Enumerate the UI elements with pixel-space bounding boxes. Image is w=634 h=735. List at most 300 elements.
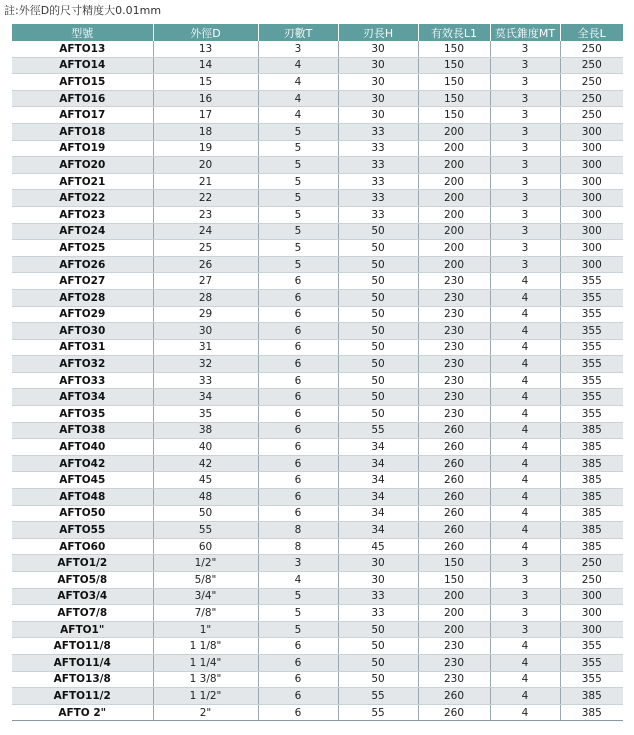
table-row <box>12 472 623 489</box>
table-row <box>12 704 623 721</box>
cell-effective-length: 230 <box>418 356 490 373</box>
cell-outer-diameter: 50 <box>153 505 258 522</box>
table-row <box>12 107 623 124</box>
cell-flute-count: 6 <box>258 439 338 456</box>
cell-outer-diameter: 1" <box>153 621 258 638</box>
cell-model: AFTO23 <box>12 206 153 223</box>
table-row <box>12 605 623 622</box>
cell-morse-taper: 4 <box>490 323 560 340</box>
cell-flute-length: 33 <box>338 588 418 605</box>
cell-model: AFTO20 <box>12 157 153 174</box>
table-row <box>12 273 623 290</box>
cell-model: AFTO31 <box>12 339 153 356</box>
table-row <box>12 306 623 323</box>
cell-overall-length: 250 <box>560 57 623 74</box>
cell-outer-diameter: 2" <box>153 704 258 721</box>
cell-model: AFTO15 <box>12 74 153 91</box>
table-row <box>12 522 623 539</box>
cell-flute-length: 33 <box>338 173 418 190</box>
cell-morse-taper: 4 <box>490 306 560 323</box>
cell-model: AFTO17 <box>12 107 153 124</box>
table-row <box>12 140 623 157</box>
cell-effective-length: 150 <box>418 555 490 572</box>
cell-overall-length: 300 <box>560 206 623 223</box>
cell-model: AFTO11/2 <box>12 688 153 705</box>
cell-outer-diameter: 26 <box>153 256 258 273</box>
cell-flute-length: 50 <box>338 273 418 290</box>
cell-flute-length: 30 <box>338 74 418 91</box>
cell-flute-count: 4 <box>258 107 338 124</box>
cell-overall-length: 250 <box>560 41 623 57</box>
table-row <box>12 240 623 257</box>
cell-flute-count: 6 <box>258 339 338 356</box>
cell-flute-length: 30 <box>338 57 418 74</box>
cell-flute-count: 6 <box>258 671 338 688</box>
cell-flute-count: 5 <box>258 256 338 273</box>
cell-model: AFTO26 <box>12 256 153 273</box>
cell-flute-length: 55 <box>338 704 418 721</box>
cell-flute-length: 34 <box>338 489 418 506</box>
cell-outer-diameter: 42 <box>153 455 258 472</box>
cell-morse-taper: 4 <box>490 356 560 373</box>
cell-morse-taper: 4 <box>490 638 560 655</box>
cell-outer-diameter: 19 <box>153 140 258 157</box>
cell-flute-count: 6 <box>258 489 338 506</box>
table-row <box>12 173 623 190</box>
cell-model: AFTO13 <box>12 41 153 57</box>
cell-flute-count: 6 <box>258 389 338 406</box>
cell-outer-diameter: 21 <box>153 173 258 190</box>
cell-flute-length: 50 <box>338 223 418 240</box>
cell-outer-diameter: 17 <box>153 107 258 124</box>
cell-effective-length: 230 <box>418 339 490 356</box>
table-row <box>12 688 623 705</box>
cell-model: AFTO42 <box>12 455 153 472</box>
cell-effective-length: 230 <box>418 654 490 671</box>
cell-overall-length: 385 <box>560 489 623 506</box>
table-row <box>12 389 623 406</box>
cell-flute-length: 30 <box>338 555 418 572</box>
cell-morse-taper: 3 <box>490 206 560 223</box>
table-row <box>12 455 623 472</box>
cell-outer-diameter: 30 <box>153 323 258 340</box>
cell-overall-length: 385 <box>560 505 623 522</box>
cell-flute-count: 6 <box>258 654 338 671</box>
cell-effective-length: 260 <box>418 422 490 439</box>
cell-overall-length: 355 <box>560 289 623 306</box>
cell-morse-taper: 3 <box>490 57 560 74</box>
cell-morse-taper: 3 <box>490 588 560 605</box>
cell-flute-length: 33 <box>338 157 418 174</box>
cell-morse-taper: 3 <box>490 157 560 174</box>
cell-overall-length: 385 <box>560 522 623 539</box>
table-header-row <box>12 24 623 41</box>
cell-model: AFTO32 <box>12 356 153 373</box>
cell-model: AFTO50 <box>12 505 153 522</box>
cell-outer-diameter: 16 <box>153 90 258 107</box>
cell-overall-length: 385 <box>560 422 623 439</box>
table-row <box>12 57 623 74</box>
header-morse-taper: 莫氏錐度MT <box>490 24 560 41</box>
cell-effective-length: 200 <box>418 605 490 622</box>
cell-flute-count: 5 <box>258 157 338 174</box>
cell-overall-length: 355 <box>560 356 623 373</box>
cell-morse-taper: 4 <box>490 505 560 522</box>
cell-model: AFTO11/4 <box>12 654 153 671</box>
cell-overall-length: 385 <box>560 688 623 705</box>
cell-morse-taper: 4 <box>490 671 560 688</box>
cell-model: AFTO55 <box>12 522 153 539</box>
cell-morse-taper: 3 <box>490 140 560 157</box>
cell-morse-taper: 4 <box>490 406 560 423</box>
table-row <box>12 74 623 91</box>
cell-outer-diameter: 45 <box>153 472 258 489</box>
cell-morse-taper: 3 <box>490 173 560 190</box>
cell-morse-taper: 3 <box>490 256 560 273</box>
cell-outer-diameter: 60 <box>153 538 258 555</box>
cell-flute-length: 30 <box>338 572 418 589</box>
cell-overall-length: 355 <box>560 372 623 389</box>
cell-flute-length: 34 <box>338 505 418 522</box>
cell-morse-taper: 3 <box>490 41 560 57</box>
cell-model: AFTO29 <box>12 306 153 323</box>
cell-flute-length: 30 <box>338 41 418 57</box>
cell-flute-length: 50 <box>338 389 418 406</box>
cell-outer-diameter: 13 <box>153 41 258 57</box>
table-row <box>12 406 623 423</box>
cell-outer-diameter: 22 <box>153 190 258 207</box>
table-row <box>12 588 623 605</box>
cell-flute-count: 5 <box>258 190 338 207</box>
cell-model: AFTO25 <box>12 240 153 257</box>
cell-overall-length: 300 <box>560 605 623 622</box>
cell-model: AFTO21 <box>12 173 153 190</box>
cell-flute-count: 4 <box>258 57 338 74</box>
table-row <box>12 90 623 107</box>
cell-overall-length: 385 <box>560 538 623 555</box>
cell-model: AFTO14 <box>12 57 153 74</box>
cell-morse-taper: 4 <box>490 289 560 306</box>
cell-flute-count: 6 <box>258 356 338 373</box>
cell-morse-taper: 3 <box>490 74 560 91</box>
cell-morse-taper: 4 <box>490 422 560 439</box>
cell-effective-length: 230 <box>418 323 490 340</box>
cell-flute-count: 6 <box>258 472 338 489</box>
cell-effective-length: 200 <box>418 223 490 240</box>
cell-overall-length: 385 <box>560 704 623 721</box>
cell-flute-length: 50 <box>338 638 418 655</box>
cell-flute-count: 6 <box>258 289 338 306</box>
cell-overall-length: 355 <box>560 638 623 655</box>
cell-overall-length: 385 <box>560 472 623 489</box>
cell-model: AFTO3/4 <box>12 588 153 605</box>
cell-model: AFTO19 <box>12 140 153 157</box>
cell-flute-count: 4 <box>258 74 338 91</box>
table-row <box>12 422 623 439</box>
cell-flute-length: 34 <box>338 472 418 489</box>
cell-effective-length: 150 <box>418 90 490 107</box>
cell-flute-count: 4 <box>258 572 338 589</box>
cell-flute-length: 33 <box>338 605 418 622</box>
cell-overall-length: 300 <box>560 256 623 273</box>
cell-flute-length: 34 <box>338 439 418 456</box>
cell-morse-taper: 4 <box>490 455 560 472</box>
cell-flute-length: 30 <box>338 90 418 107</box>
cell-morse-taper: 3 <box>490 621 560 638</box>
cell-effective-length: 260 <box>418 522 490 539</box>
cell-overall-length: 355 <box>560 406 623 423</box>
cell-flute-length: 50 <box>338 240 418 257</box>
cell-model: AFTO16 <box>12 90 153 107</box>
cell-model: AFTO18 <box>12 123 153 140</box>
cell-outer-diameter: 29 <box>153 306 258 323</box>
cell-outer-diameter: 32 <box>153 356 258 373</box>
cell-outer-diameter: 35 <box>153 406 258 423</box>
cell-effective-length: 230 <box>418 389 490 406</box>
cell-flute-length: 50 <box>338 671 418 688</box>
cell-effective-length: 200 <box>418 157 490 174</box>
cell-effective-length: 200 <box>418 588 490 605</box>
table-row <box>12 638 623 655</box>
cell-flute-length: 50 <box>338 256 418 273</box>
cell-model: AFTO34 <box>12 389 153 406</box>
cell-effective-length: 150 <box>418 572 490 589</box>
cell-morse-taper: 3 <box>490 240 560 257</box>
cell-outer-diameter: 48 <box>153 489 258 506</box>
cell-flute-count: 6 <box>258 306 338 323</box>
cell-morse-taper: 4 <box>490 489 560 506</box>
cell-effective-length: 230 <box>418 671 490 688</box>
cell-morse-taper: 4 <box>490 372 560 389</box>
cell-overall-length: 250 <box>560 572 623 589</box>
table-row <box>12 206 623 223</box>
cell-morse-taper: 3 <box>490 123 560 140</box>
cell-flute-length: 50 <box>338 306 418 323</box>
cell-model: AFTO24 <box>12 223 153 240</box>
cell-model: AFTO27 <box>12 273 153 290</box>
cell-flute-length: 34 <box>338 522 418 539</box>
cell-flute-count: 3 <box>258 555 338 572</box>
cell-outer-diameter: 15 <box>153 74 258 91</box>
cell-flute-count: 6 <box>258 638 338 655</box>
table-row <box>12 223 623 240</box>
cell-overall-length: 300 <box>560 240 623 257</box>
cell-effective-length: 150 <box>418 57 490 74</box>
cell-morse-taper: 3 <box>490 555 560 572</box>
cell-outer-diameter: 27 <box>153 273 258 290</box>
table-row <box>12 256 623 273</box>
header-flute-length: 刃長H <box>338 24 418 41</box>
cell-outer-diameter: 40 <box>153 439 258 456</box>
cell-overall-length: 300 <box>560 621 623 638</box>
cell-effective-length: 200 <box>418 123 490 140</box>
cell-outer-diameter: 24 <box>153 223 258 240</box>
cell-outer-diameter: 1 3/8" <box>153 671 258 688</box>
cell-effective-length: 150 <box>418 74 490 91</box>
cell-effective-length: 260 <box>418 688 490 705</box>
cell-effective-length: 230 <box>418 638 490 655</box>
cell-morse-taper: 3 <box>490 107 560 124</box>
cell-outer-diameter: 31 <box>153 339 258 356</box>
precision-note: 註:外徑D的尺寸精度大0.01mm <box>4 4 162 17</box>
cell-effective-length: 230 <box>418 289 490 306</box>
cell-morse-taper: 4 <box>490 339 560 356</box>
cell-overall-length: 355 <box>560 654 623 671</box>
cell-effective-length: 150 <box>418 41 490 57</box>
cell-effective-length: 200 <box>418 621 490 638</box>
cell-morse-taper: 3 <box>490 90 560 107</box>
cell-effective-length: 230 <box>418 306 490 323</box>
cell-outer-diameter: 7/8" <box>153 605 258 622</box>
cell-flute-count: 8 <box>258 522 338 539</box>
cell-flute-count: 5 <box>258 588 338 605</box>
cell-flute-count: 6 <box>258 505 338 522</box>
cell-flute-length: 45 <box>338 538 418 555</box>
cell-flute-count: 5 <box>258 206 338 223</box>
cell-model: AFTO35 <box>12 406 153 423</box>
cell-flute-length: 50 <box>338 406 418 423</box>
cell-flute-count: 5 <box>258 223 338 240</box>
cell-overall-length: 385 <box>560 455 623 472</box>
header-flute-count: 刃數T <box>258 24 338 41</box>
cell-effective-length: 260 <box>418 505 490 522</box>
cell-overall-length: 300 <box>560 140 623 157</box>
cell-outer-diameter: 23 <box>153 206 258 223</box>
table-row <box>12 339 623 356</box>
cell-model: AFTO 2" <box>12 704 153 721</box>
cell-flute-count: 3 <box>258 41 338 57</box>
cell-morse-taper: 3 <box>490 223 560 240</box>
header-model: 型號 <box>12 24 153 41</box>
cell-flute-count: 8 <box>258 538 338 555</box>
cell-flute-count: 6 <box>258 323 338 340</box>
cell-overall-length: 355 <box>560 273 623 290</box>
cell-flute-length: 55 <box>338 422 418 439</box>
cell-morse-taper: 3 <box>490 572 560 589</box>
cell-effective-length: 260 <box>418 472 490 489</box>
cell-overall-length: 385 <box>560 439 623 456</box>
cell-model: AFTO33 <box>12 372 153 389</box>
cell-model: AFTO1" <box>12 621 153 638</box>
cell-flute-length: 30 <box>338 107 418 124</box>
table-row <box>12 323 623 340</box>
cell-effective-length: 230 <box>418 273 490 290</box>
table-row <box>12 538 623 555</box>
cell-effective-length: 200 <box>418 256 490 273</box>
cell-overall-length: 355 <box>560 339 623 356</box>
cell-flute-length: 33 <box>338 123 418 140</box>
cell-flute-length: 50 <box>338 356 418 373</box>
cell-overall-length: 355 <box>560 389 623 406</box>
cell-model: AFTO28 <box>12 289 153 306</box>
cell-model: AFTO40 <box>12 439 153 456</box>
cell-effective-length: 200 <box>418 206 490 223</box>
cell-overall-length: 300 <box>560 157 623 174</box>
cell-flute-count: 6 <box>258 372 338 389</box>
cell-overall-length: 250 <box>560 107 623 124</box>
cell-morse-taper: 4 <box>490 538 560 555</box>
cell-overall-length: 355 <box>560 306 623 323</box>
table-row <box>12 489 623 506</box>
cell-overall-length: 250 <box>560 555 623 572</box>
header-outer-diameter: 外徑D <box>153 24 258 41</box>
cell-effective-length: 260 <box>418 439 490 456</box>
cell-model: AFTO1/2 <box>12 555 153 572</box>
cell-effective-length: 200 <box>418 173 490 190</box>
cell-flute-length: 34 <box>338 455 418 472</box>
cell-outer-diameter: 5/8" <box>153 572 258 589</box>
cell-morse-taper: 4 <box>490 273 560 290</box>
cell-morse-taper: 3 <box>490 190 560 207</box>
cell-flute-length: 50 <box>338 621 418 638</box>
cell-morse-taper: 4 <box>490 688 560 705</box>
cell-morse-taper: 4 <box>490 472 560 489</box>
cell-model: AFTO11/8 <box>12 638 153 655</box>
table-row <box>12 654 623 671</box>
cell-flute-length: 33 <box>338 140 418 157</box>
table-row <box>12 356 623 373</box>
cell-model: AFTO48 <box>12 489 153 506</box>
cell-outer-diameter: 34 <box>153 389 258 406</box>
cell-effective-length: 200 <box>418 190 490 207</box>
cell-outer-diameter: 33 <box>153 372 258 389</box>
cell-model: AFTO13/8 <box>12 671 153 688</box>
cell-effective-length: 260 <box>418 489 490 506</box>
cell-flute-length: 55 <box>338 688 418 705</box>
cell-model: AFTO22 <box>12 190 153 207</box>
cell-overall-length: 250 <box>560 90 623 107</box>
cell-flute-count: 6 <box>258 688 338 705</box>
cell-flute-length: 50 <box>338 339 418 356</box>
cell-flute-length: 33 <box>338 190 418 207</box>
header-overall-length: 全長L <box>560 24 623 41</box>
table-row <box>12 505 623 522</box>
cell-flute-length: 50 <box>338 372 418 389</box>
cell-morse-taper: 4 <box>490 389 560 406</box>
cell-flute-length: 33 <box>338 206 418 223</box>
table-row <box>12 372 623 389</box>
cell-outer-diameter: 38 <box>153 422 258 439</box>
cell-flute-count: 6 <box>258 455 338 472</box>
cell-morse-taper: 4 <box>490 704 560 721</box>
header-effective-length: 有效長L1 <box>418 24 490 41</box>
cell-effective-length: 260 <box>418 538 490 555</box>
cell-flute-count: 5 <box>258 173 338 190</box>
cell-model: AFTO38 <box>12 422 153 439</box>
cell-effective-length: 230 <box>418 406 490 423</box>
cell-overall-length: 300 <box>560 223 623 240</box>
table-row <box>12 555 623 572</box>
cell-outer-diameter: 25 <box>153 240 258 257</box>
cell-morse-taper: 4 <box>490 654 560 671</box>
cell-morse-taper: 4 <box>490 439 560 456</box>
cell-overall-length: 300 <box>560 123 623 140</box>
cell-overall-length: 300 <box>560 173 623 190</box>
cell-model: AFTO45 <box>12 472 153 489</box>
cell-flute-count: 5 <box>258 621 338 638</box>
cell-outer-diameter: 1 1/8" <box>153 638 258 655</box>
cell-outer-diameter: 20 <box>153 157 258 174</box>
cell-outer-diameter: 14 <box>153 57 258 74</box>
cell-outer-diameter: 1 1/2" <box>153 688 258 705</box>
cell-flute-length: 50 <box>338 654 418 671</box>
table-row <box>12 439 623 456</box>
cell-flute-count: 5 <box>258 140 338 157</box>
cell-effective-length: 200 <box>418 140 490 157</box>
cell-flute-count: 5 <box>258 240 338 257</box>
cell-effective-length: 260 <box>418 704 490 721</box>
cell-overall-length: 355 <box>560 671 623 688</box>
